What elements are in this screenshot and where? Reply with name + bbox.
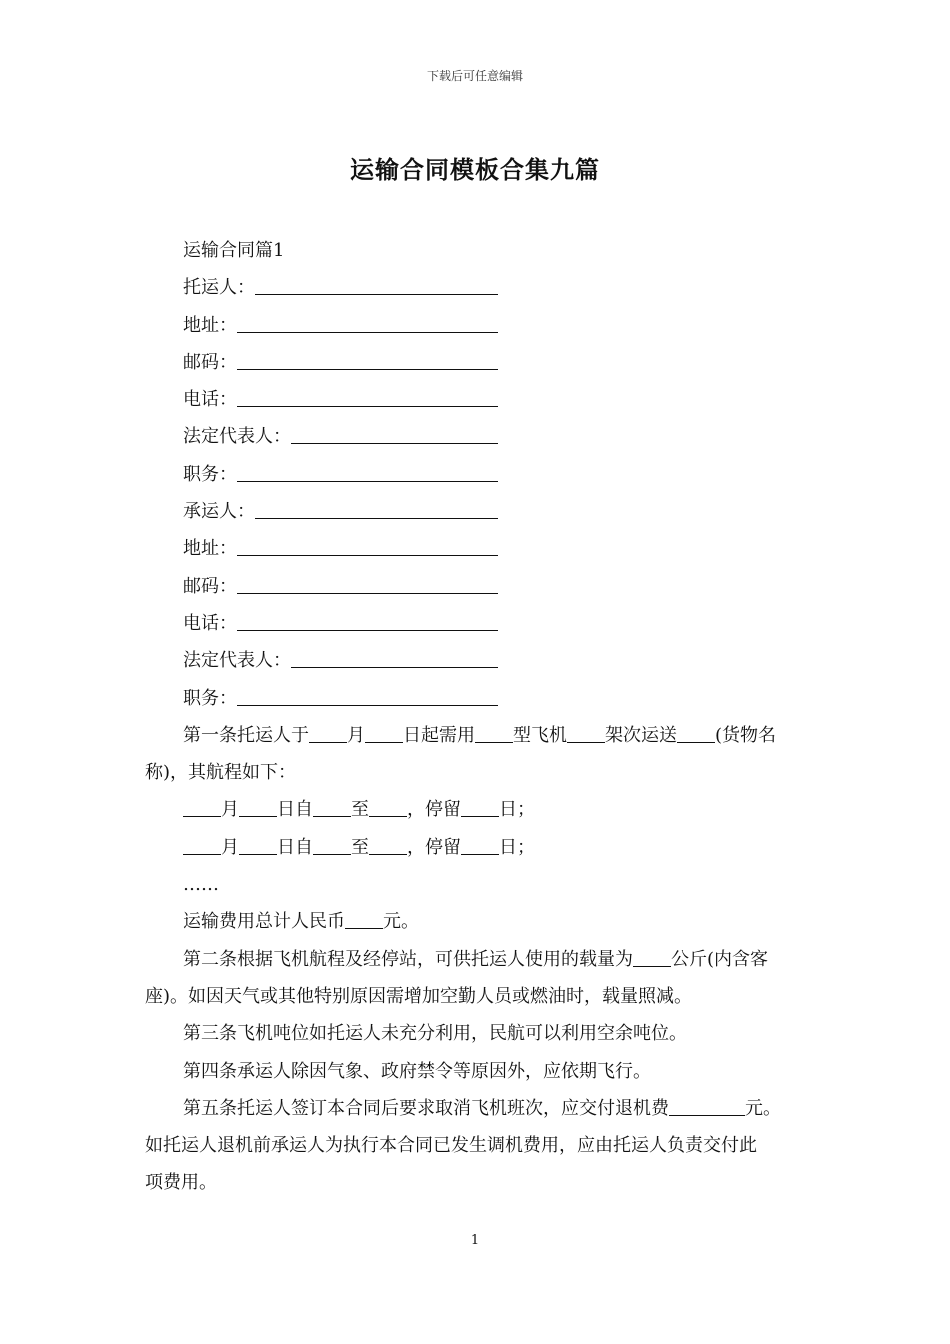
section-title: 运输合同篇1 bbox=[183, 240, 285, 261]
field-label: 地址： bbox=[183, 538, 237, 560]
blank-field bbox=[461, 794, 499, 817]
article-5-line-2: 如托运人退机前承运人为执行本合同已发生调机费用，应由托运人负责交付此 bbox=[145, 1135, 757, 1157]
article-5-line-3: 项费用。 bbox=[145, 1172, 217, 1194]
fee-line bbox=[145, 903, 810, 940]
blank-field bbox=[345, 906, 383, 929]
field-blank bbox=[291, 421, 498, 444]
document-body bbox=[145, 232, 810, 1202]
text: 运输费用总计人民币 bbox=[183, 911, 345, 933]
field-label: 职务： bbox=[183, 687, 237, 709]
field-label: 电话： bbox=[183, 612, 237, 634]
blank-field bbox=[369, 794, 407, 817]
field-row bbox=[145, 568, 810, 605]
field-label: 邮码： bbox=[183, 351, 237, 373]
field-blank bbox=[255, 496, 498, 519]
field-label: 地址： bbox=[183, 314, 237, 336]
blank-field bbox=[313, 832, 351, 855]
text: 月 bbox=[221, 836, 239, 858]
article-1-line-1 bbox=[145, 717, 810, 754]
blank-field bbox=[633, 944, 671, 967]
field-label: 承运人： bbox=[183, 501, 255, 523]
blank-field bbox=[183, 832, 221, 855]
text: 日自 bbox=[277, 836, 313, 858]
text: (货物名 bbox=[715, 724, 777, 746]
text: 至 bbox=[351, 836, 369, 858]
field-label: 法定代表人： bbox=[183, 650, 291, 672]
article-1-line-2: 称)，其航程如下： bbox=[145, 762, 297, 784]
text: 日自 bbox=[277, 799, 313, 821]
blank-field bbox=[461, 832, 499, 855]
page-header: 下载后可任意编辑 bbox=[426, 69, 523, 83]
field-label: 托运人： bbox=[183, 277, 255, 299]
field-row bbox=[145, 642, 810, 679]
text: 日； bbox=[499, 799, 535, 821]
page-number: 1 bbox=[470, 1233, 480, 1248]
text: 元。 bbox=[745, 1097, 781, 1119]
text: ，停留 bbox=[407, 799, 461, 821]
text: 型飞机 bbox=[513, 724, 567, 746]
article-2-line-2: 座)。如因天气或其他特别原因需增加空勤人员或燃油时，载量照减。 bbox=[145, 985, 693, 1007]
blank-field bbox=[309, 720, 347, 743]
party-fields bbox=[145, 269, 810, 717]
ellipsis: …… bbox=[183, 874, 219, 896]
text: 元。 bbox=[383, 911, 419, 933]
field-blank bbox=[291, 645, 498, 668]
blank-field bbox=[313, 794, 351, 817]
field-blank bbox=[237, 571, 498, 594]
field-row bbox=[145, 605, 810, 642]
text: 第二条根据飞机航程及经停站，可供托运人使用的载量为 bbox=[183, 948, 633, 970]
text: 公斤(内含客 bbox=[671, 948, 769, 970]
field-blank bbox=[255, 272, 498, 295]
text: 日； bbox=[499, 836, 535, 858]
text: 月 bbox=[347, 724, 365, 746]
field-blank bbox=[237, 533, 498, 556]
text: 日起需用 bbox=[403, 724, 475, 746]
field-row bbox=[145, 456, 810, 493]
field-row bbox=[145, 307, 810, 344]
field-row bbox=[145, 381, 810, 418]
text: 第一条托运人于 bbox=[183, 724, 309, 746]
field-row bbox=[145, 418, 810, 455]
field-blank bbox=[237, 608, 498, 631]
text: 至 bbox=[351, 799, 369, 821]
blank-field bbox=[567, 720, 605, 743]
blank-field bbox=[677, 720, 715, 743]
text: 月 bbox=[221, 799, 239, 821]
blank-field bbox=[365, 720, 403, 743]
article-5-line-1 bbox=[145, 1090, 810, 1127]
field-row bbox=[145, 680, 810, 717]
field-blank bbox=[237, 459, 498, 482]
field-blank bbox=[237, 683, 498, 706]
article-3: 第三条飞机吨位如托运人未充分利用，民航可以利用空余吨位。 bbox=[183, 1023, 687, 1045]
text: 架次运送 bbox=[605, 724, 677, 746]
document-title: 运输合同模板合集九篇 bbox=[350, 156, 600, 184]
field-label: 电话： bbox=[183, 389, 237, 411]
article-4: 第四条承运人除因气象、政府禁令等原因外，应依期飞行。 bbox=[183, 1060, 651, 1082]
field-label: 职务： bbox=[183, 463, 237, 485]
route-line-1 bbox=[145, 791, 810, 828]
article-2-line-1 bbox=[145, 941, 810, 978]
text: ，停留 bbox=[407, 836, 461, 858]
blank-field bbox=[475, 720, 513, 743]
field-row bbox=[145, 344, 810, 381]
field-label: 邮码： bbox=[183, 575, 237, 597]
field-row bbox=[145, 493, 810, 530]
blank-field bbox=[369, 832, 407, 855]
field-label: 法定代表人： bbox=[183, 426, 291, 448]
field-blank bbox=[237, 310, 498, 333]
field-row bbox=[145, 269, 810, 306]
field-row bbox=[145, 530, 810, 567]
blank-field bbox=[183, 794, 221, 817]
route-line-2 bbox=[145, 829, 810, 866]
blank-field bbox=[239, 832, 277, 855]
field-blank bbox=[237, 347, 498, 370]
blank-field bbox=[239, 794, 277, 817]
field-blank bbox=[237, 384, 498, 407]
text: 第五条托运人签订本合同后要求取消飞机班次，应交付退机费 bbox=[183, 1097, 669, 1119]
blank-field bbox=[669, 1093, 745, 1116]
